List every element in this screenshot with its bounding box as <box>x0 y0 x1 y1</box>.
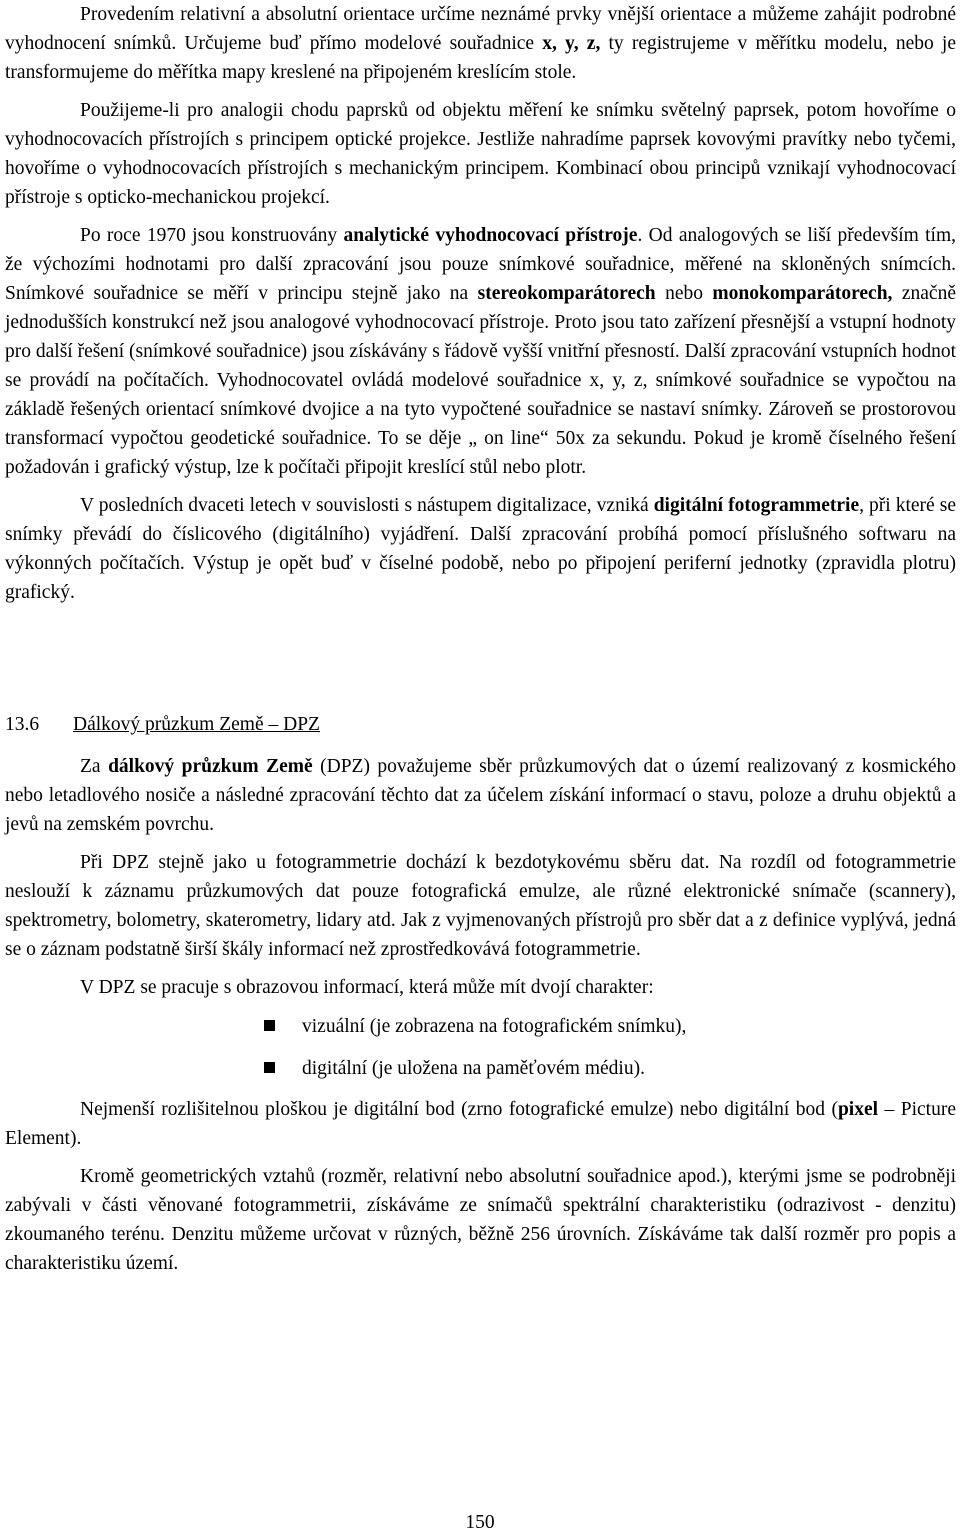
list-item-text: vizuální (je zobrazena na fotografickém snímku), <box>302 1016 687 1037</box>
text-span: Po roce 1970 jsou konstruovány <box>80 225 344 246</box>
bullet-list <box>5 1011 956 1085</box>
list-item <box>5 1053 956 1085</box>
text-span: Provedením relativní a absolutní orientace určíme neznámé prvky vnější orientace a můžeme zahájit podrobné vyhodnocení snímků. Určujeme buď přímo modelové souřadnice <box>5 4 956 54</box>
text-span: ty registrujeme v měřítku modelu, nebo je transformujeme do měřítka mapy kreslené na připojeném kreslícím stole. <box>5 33 956 83</box>
paragraph-8 <box>5 1095 956 1153</box>
text-span: – Picture Element). <box>5 1099 956 1149</box>
section-title: Dálkový průzkum Země – DPZ <box>73 714 320 735</box>
bold-term: dálkový průzkum Země <box>108 756 313 777</box>
bold-term: analytické vyhodnocovací přístroje <box>343 225 638 246</box>
text-span: Za <box>80 756 109 777</box>
paragraph-4 <box>5 491 956 607</box>
page-number: 150 <box>465 1512 495 1533</box>
text-span: nebo <box>655 283 713 304</box>
section-heading <box>5 710 956 739</box>
bold-term: stereokomparátorech <box>477 283 656 304</box>
paragraph-1 <box>5 0 956 87</box>
paragraph-6: Při DPZ stejně jako u fotogrammetrie dochází k bezdotykovému sběru dat. Na rozdíl od fotogrammetrie neslouží k záznamu průzkumových dat pouze fotografická emulze, ale různé elektronické snímače (scannery), spektrometry, bolometry, skaterometry, lidary atd. Jak z vyjmenovaných přístrojů pro sběr dat a z definice vyplývá, jedná se o záznam podstatně širší škály informací než zprostředkovává fotogrammetrie. <box>5 852 956 960</box>
document-page <box>5 0 956 1278</box>
paragraph-3 <box>5 221 956 482</box>
bold-coordinates: x, y, z, <box>542 33 601 54</box>
list-item-text: digitální (je uložena na paměťovém médiu). <box>302 1058 645 1079</box>
list-item <box>5 1011 956 1043</box>
square-bullet-icon <box>264 1062 275 1073</box>
paragraph-9: Kromě geometrických vztahů (rozměr, relativní nebo absolutní souřadnice apod.), kterými jsme se podrobněji zabývali v části věnované fotogrammetrii, získáváme ze snímačů spektrální charakteristiku (odrazivost - denzitu) zkoumaného terénu. Denzitu můžeme určovat v různých, běžně 256 úrovních. Získáváme tak další rozměr pro popis a charakteristiku území. <box>5 1166 956 1274</box>
text-span: značně jednodušších konstrukcí než jsou analogové vyhodnocovací přístroje. Proto jsou tato zařízení přesnější a vstupní hodnoty pro další řešení (snímkové souřadnice) jsou získávány s řádově vyšší vnitřní přesností. Další zpracování vstupních hodnot se provádí na počítačích. Vyhodnocovatel ovládá modelové souřadnice x, y, z, snímkové souřadnice se vypočtou na základě řešených orientací snímkové dvojice a na tyto vypočtené souřadnice se nastaví snímky. Zároveň se prostorovou transformací vypočtou geodetické souřadnice. To se děje „ on line“ 50x za sekundu. Pokud je kromě číselného řešení požadován i grafický výstup, lze k počítači připojit kreslící stůl nebo plotr. <box>5 283 956 478</box>
text-span: V posledních dvaceti letech v souvislosti s nástupem digitalizace, vzniká <box>80 495 654 516</box>
text-span: (DPZ) považujeme sběr průzkumových dat o území realizovaný z kosmického nebo letadlového nosiče a následné zpracování těchto dat za účelem získání informací o stavu, poloze a druhu objektů a jevů na zemském povrchu. <box>5 756 957 835</box>
section-number: 13.6 <box>5 714 40 735</box>
bold-term: monokomparátorech, <box>712 283 893 304</box>
paragraph-7: V DPZ se pracuje s obrazovou informací, která může mít dvojí charakter: <box>80 977 654 998</box>
text-span: . Od analogových se liší především tím, že výchozími hodnotami pro další zpracování jsou pouze snímkové souřadnice, měřené na skloněných snímcích. Snímkové souřadnice se měří v principu stejně jako na <box>5 225 956 304</box>
text-span: Nejmenší rozlišitelnou ploškou je digitální bod (zrno fotografické emulze) nebo digitální bod ( <box>80 1099 838 1120</box>
paragraph-2: Použijeme-li pro analogii chodu paprsků od objektu měření ke snímku světelný paprsek, potom hovoříme o vyhodnocovacích přístrojích s principem optické projekce. Jestliže nahradíme paprsek kovovými pravítky nebo tyčemi, hovoříme o vyhodnocovacích přístrojích s mechanickým principem. Kombinací obou principů vznikají vyhodnocovací přístroje s opticko-mechanickou projekcí. <box>5 100 956 208</box>
paragraph-5 <box>5 752 956 839</box>
bold-term: pixel <box>837 1099 879 1120</box>
bold-term: digitální fotogrammetrie <box>653 495 860 516</box>
square-bullet-icon <box>264 1020 275 1031</box>
text-span: , při které se snímky převádí do číslicového (digitálního) vyjádření. Další zpracování probíhá pomocí příslušného softwaru na výkonných počítačích. Výstup je opět buď v číselné podobě, nebo po připojení periferní jednotky (zpravidla plotru) grafický. <box>5 495 956 603</box>
